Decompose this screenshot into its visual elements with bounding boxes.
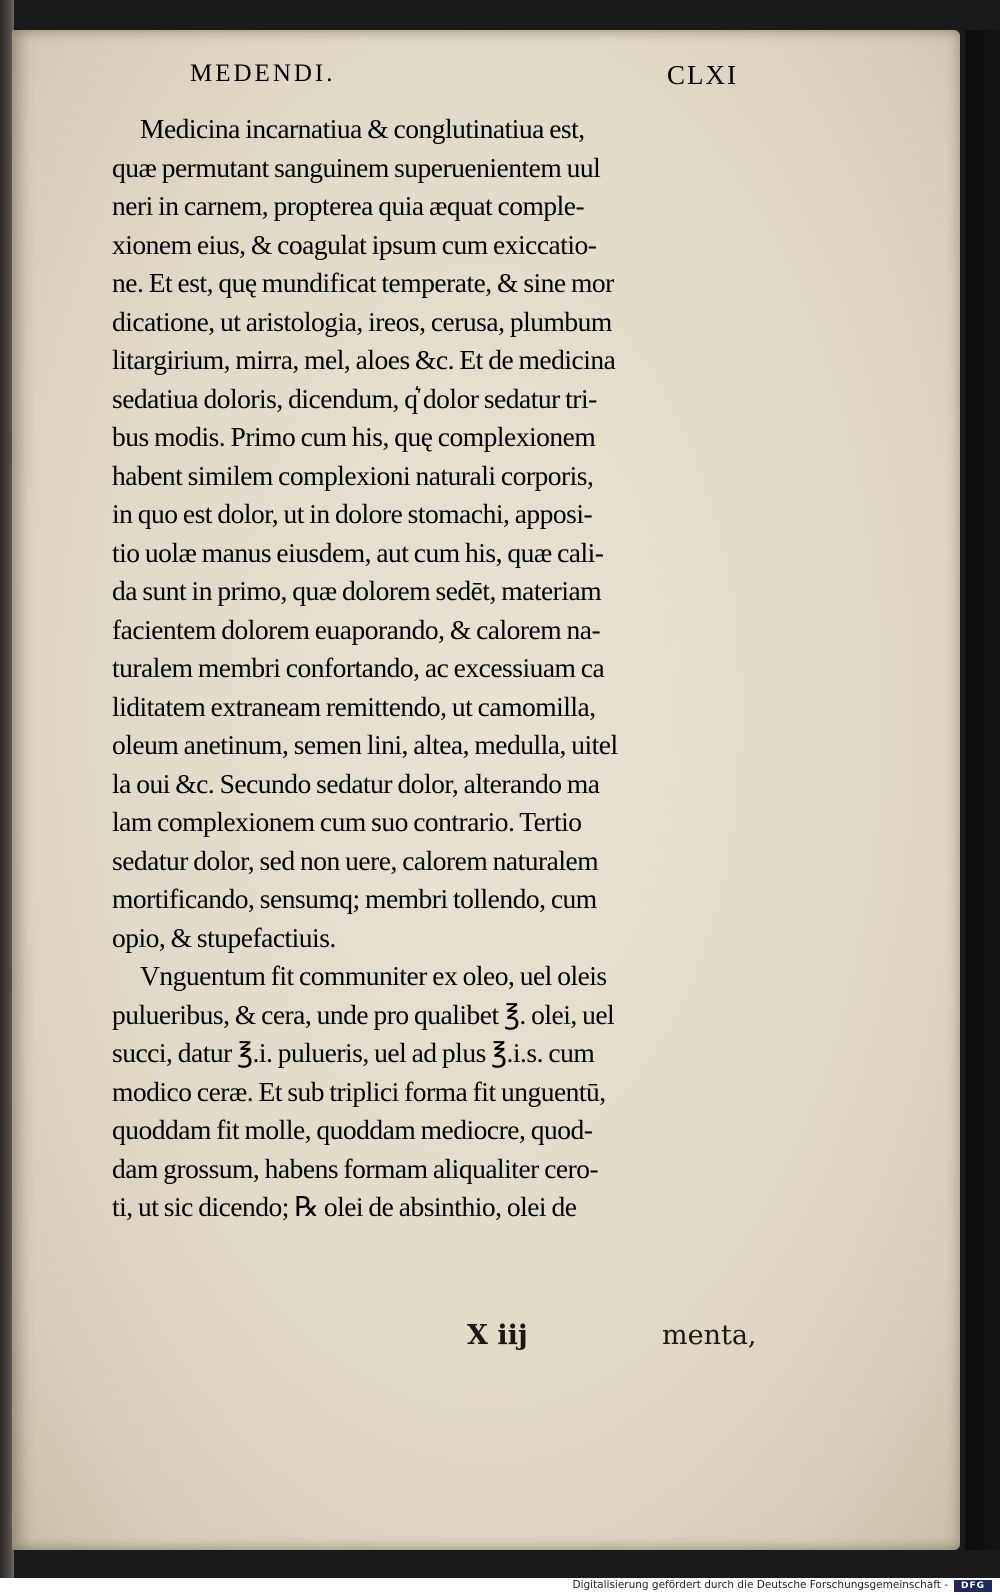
text-line: mortificando, sensumq; membri tollendo, cum — [112, 883, 597, 914]
footer-credit: Digitalisierung gefördert durch die Deutsche Forschungsgemeinschaft - — [572, 1579, 948, 1591]
text-line: litargirium, mirra, mel, aloes &c. Et de medicina — [112, 344, 616, 375]
text-line: dam grossum, habens formam aliqualiter cero- — [112, 1152, 599, 1184]
text-line: modico ceræ. Et sub triplici forma fit unguentū, — [112, 1075, 606, 1107]
text-line: ti, ut sic dicendo; ℞ olei de absinthio, olei de — [112, 1191, 577, 1222]
text-line: neri in carnem, propterea quia æquat comple- — [112, 190, 585, 221]
signature-mark: X iij — [467, 1320, 528, 1351]
text-line: Vnguentum fit communiter ex oleo, uel oleis — [140, 960, 607, 991]
text-line: da sunt in primo, quæ dolorem sedēt, materiam — [112, 575, 602, 606]
text-line: Medicina incarnatiua & conglutinatiua est, — [140, 113, 585, 144]
dfg-logo-icon: DFG — [954, 1580, 992, 1592]
folio-number: CLXI — [667, 60, 738, 90]
text-line: facientem dolorem euaporando, & calorem na- — [112, 613, 601, 645]
page-edge — [965, 30, 1000, 1550]
running-head: MEDENDI. — [190, 60, 336, 87]
footer-bar — [0, 1578, 1000, 1595]
text-line: bus modis. Primo cum his, quę complexionem — [112, 421, 596, 452]
text-line: ne. Et est, quę mundificat temperate, & sine mor — [112, 267, 614, 298]
text-line: oleum anetinum, semen lini, altea, medulla, uitel — [112, 729, 618, 760]
text-line: habent similem complexioni naturali corporis, — [112, 459, 594, 491]
text-line: dicatione, ut aristologia, ireos, cerusa, plumbum — [112, 305, 612, 337]
text-line: succi, datur ℥.i. pulueris, uel ad plus ℥.i.s. cum — [112, 1037, 595, 1068]
text-line: opio, & stupefactiuis. — [112, 921, 336, 953]
text-line: quoddam fit molle, quoddam mediocre, quod- — [112, 1114, 593, 1145]
book-page — [12, 30, 960, 1550]
text-line: tio uolæ manus eiusdem, aut cum his, quæ cali- — [112, 536, 604, 568]
text-line: in quo est dolor, ut in dolore stomachi, apposi- — [112, 498, 593, 529]
text-line: xionem eius, & coagulat ipsum cum exiccatio- — [112, 228, 597, 260]
text-body — [112, 110, 767, 1227]
text-line: sedatur dolor, sed non uere, calorem naturalem — [112, 844, 599, 876]
text-line: sedatiua doloris, dicendum, q͛ dolor sedatur tri- — [112, 382, 597, 414]
text-line: liditatem extraneam remittendo, ut camomilla, — [112, 690, 596, 722]
text-line: la oui &c. Secundo sedatur dolor, alterando ma — [112, 767, 600, 799]
text-line: quæ permutant sanguinem superuenientem uul — [112, 151, 601, 183]
text-line: lam complexionem cum suo contrario. Tertio — [112, 806, 582, 837]
catchword: menta, — [662, 1320, 757, 1351]
text-line: turalem membri confortando, ac excessiuam ca — [112, 652, 605, 683]
text-line: pulueribus, & cera, unde pro qualibet ℥. olei, uel — [112, 998, 615, 1030]
